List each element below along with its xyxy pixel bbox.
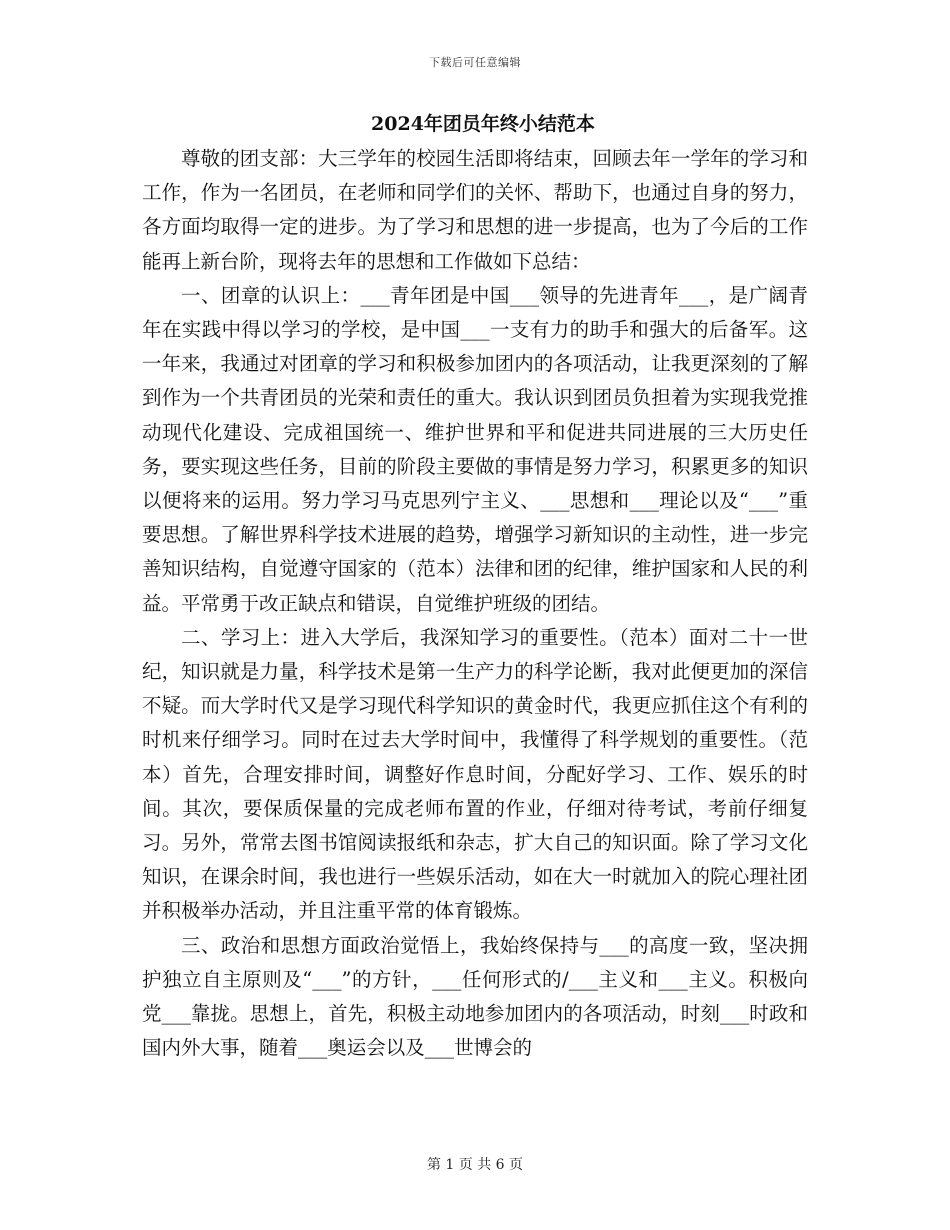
header-note: 下载后可任意编辑 xyxy=(429,56,521,69)
paragraph-section-two: 二、学习上：进入大学后，我深知学习的重要性。（范本）面对二十一世纪，知识就是力量，科学技术是第一生产力的科学论断，我对此便更加的深信不疑。而大学时代又是学习现代科学知识的黄金时代，我更应抓住这个有利的时机来仔细学习。同时在过去大学时间中，我懂得了科学规划的重要性。（范本）首先，合理安排时间，调整好作息时间，分配好学习、工作、娱乐的时间。其次，要保质保量的完成老师布置的作业，仔细对待考试，考前仔细复习。另外，常常去图书馆阅读报纸和杂志，扩大自己的知识面。除了学习文化知识，在课余时间，我也进行一些娱乐活动，如在大一时就加入的院心理社团并积极举办活动，并且注重平常的体育锻炼。 xyxy=(142,625,808,923)
paragraph-intro: 尊敬的团支部：大三学年的校园生活即将结束，回顾去年一学年的学习和工作，作为一名团员，在老师和同学们的关怀、帮助下，也通过自身的努力，各方面均取得一定的进步。为了学习和思想的进一步提高，也为了今后的工作能再上新台阶，现将去年的思想和工作做如下总结： xyxy=(142,147,808,273)
paragraph-section-one: 一、团章的认识上：___青年团是中国___领导的先进青年___，是广阔青年在实践中得以学习的学校，是中国___一支有力的助手和强大的后备军。这一年来，我通过对团章的学习和积极参加团内的各项活动，让我更深刻的了解到作为一个共青团员的光荣和责任的重大。我认识到团员负担着为实现我党推动现代化建设、完成祖国统一、维护世界和平和促进共同进展的三大历史任务，要实现这些任务，目前的阶段主要做的事情是努力学习，积累更多的知识以便将来的运用。努力学习马克思列宁主义、___思想和___理论以及“___”重要思想。了解世界科学技术进展的趋势，增强学习新知识的主动性，进一步完善知识结构，自觉遵守国家的（范本）法律和团的纪律，维护国家和人民的利益。平常勇于改正缺点和错误，自觉维护班级的团结。 xyxy=(142,283,808,615)
paragraph-section-three: 三、政治和思想方面政治觉悟上，我始终保持与___的高度一致，坚决拥护独立自主原则及“___”的方针，___任何形式的/___主义和___主义。积极向党___靠拢。思想上，首先，积极主动地参加团内的各项活动，时刻___时政和国内外大事，随着___奥运会以及___世博会的 xyxy=(142,933,808,1060)
document-title: 2024年团员年终小结范本 xyxy=(371,113,595,135)
page-number: 第 1 页 共 6 页 xyxy=(426,1157,524,1173)
document-body xyxy=(142,106,808,1065)
